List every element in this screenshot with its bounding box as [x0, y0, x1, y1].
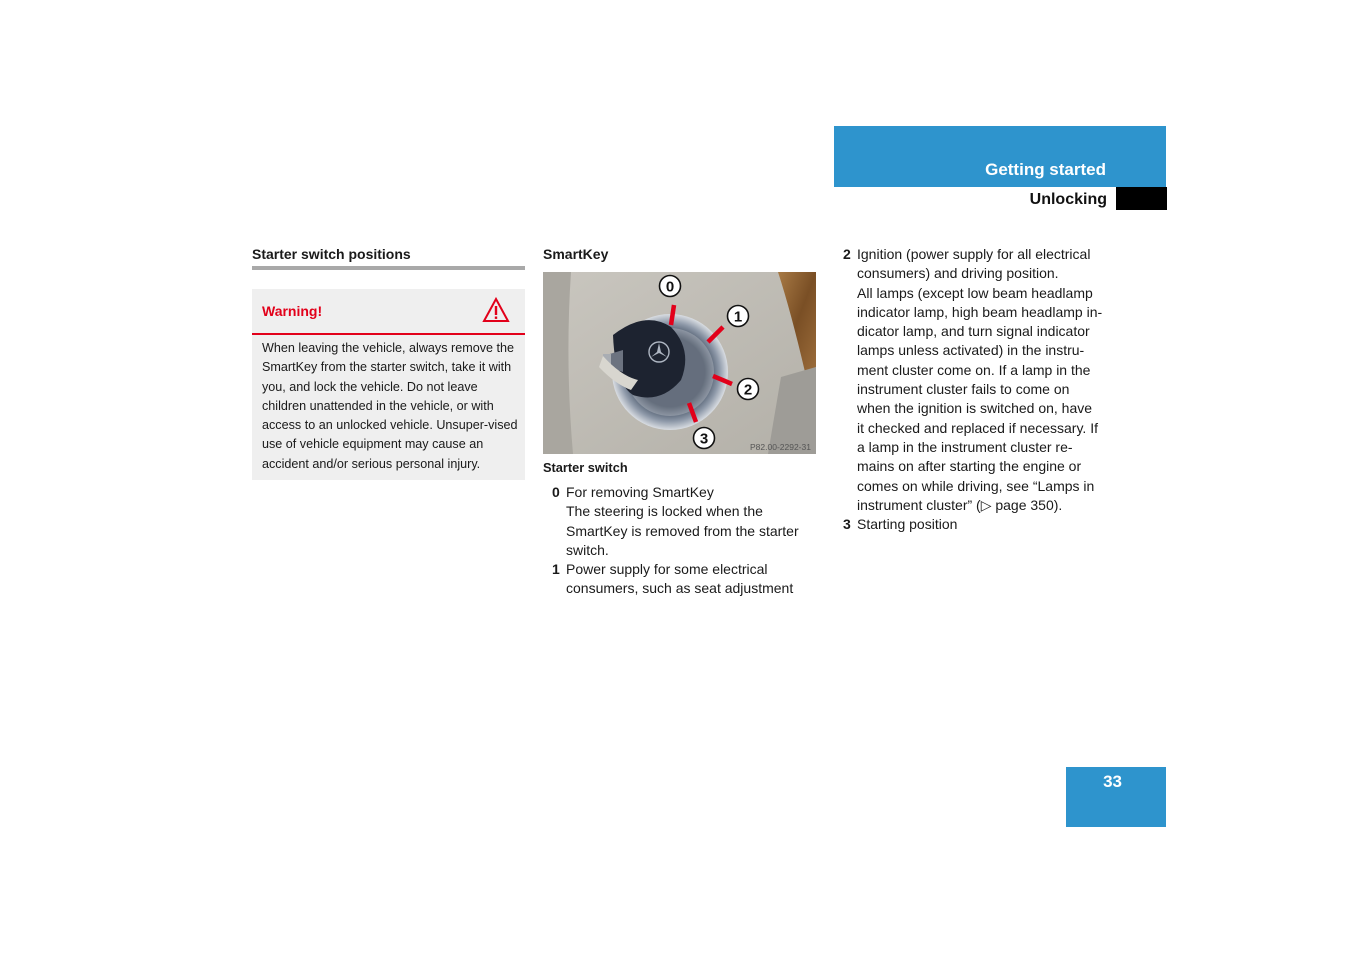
item-text-line: instrument cluster fails to come on: [857, 381, 1070, 398]
item-text-line: a lamp in the instrument cluster re-: [857, 438, 1073, 455]
figure-code: P82.00-2292-31: [750, 442, 811, 452]
callout-2: 2: [743, 381, 753, 399]
item-text-line: switch.: [566, 541, 609, 558]
item-text-line: it checked and replaced if necessary. If: [857, 419, 1098, 436]
list-item: [834, 515, 1119, 534]
list-item: [834, 245, 1119, 515]
list-item: [543, 560, 823, 599]
item-text-line: ment cluster come on. If a lamp in the: [857, 361, 1091, 378]
item-text-line: mains on after starting the engine or: [857, 458, 1082, 475]
item-text-line: consumers) and driving position.: [857, 265, 1059, 282]
starter-switch-photo: [543, 272, 816, 454]
item-text-line: SmartKey is removed from the starter: [566, 522, 799, 539]
section-title: Getting started: [985, 160, 1106, 179]
item-text-line: All lamps (except low beam headlamp: [857, 284, 1093, 301]
item-text-line: comes on while driving, see “Lamps in: [857, 477, 1095, 494]
position-list-middle: [543, 483, 823, 599]
item-text-line: lamps unless activated) in the instru-: [857, 342, 1085, 359]
header-marker: [1116, 187, 1167, 210]
callout-3: 3: [699, 430, 709, 448]
item-text-line: dicator lamp, and turn signal indicator: [857, 323, 1090, 340]
item-number: 0: [552, 484, 560, 500]
item-text-line: The steering is locked when the: [566, 503, 763, 520]
item-number: 2: [843, 246, 851, 262]
item-text-line: instrument cluster” (▷ page 350).: [857, 496, 1063, 513]
page-number: 33: [1103, 772, 1122, 791]
item-text-line: Starting position: [857, 516, 958, 533]
warning-rule: [252, 333, 525, 335]
item-text-line: Power supply for some electrical: [566, 561, 768, 578]
position-list-right: [834, 245, 1119, 534]
column-heading-starter-switch-positions: Starter switch positions: [252, 246, 411, 262]
column-heading-smartkey: SmartKey: [543, 246, 609, 262]
item-number: 3: [843, 516, 851, 533]
item-number: 1: [552, 561, 560, 578]
warning-text: When leaving the vehicle, always remove the SmartKey from the starter switch, take it with you, and lock the vehicle. Do not leave children unattended in the vehicle, or with access to an unlocked vehicle. Unsuper-vised use of vehicle equipment may cause an accident and/or serious personal injury.: [262, 341, 518, 471]
item-text-line: consumers, such as seat adjustment: [566, 580, 794, 597]
list-item: [543, 483, 823, 560]
item-text-line: when the ignition is switched on, have: [857, 400, 1093, 417]
heading-rule: [252, 266, 525, 270]
item-text-line: Ignition (power supply for all electrical: [857, 246, 1091, 262]
warning-triangle-icon: [482, 297, 510, 323]
callout-0: 0: [665, 278, 675, 296]
item-text-line: indicator lamp, high beam headlamp in-: [857, 303, 1103, 320]
subsection-title: Unlocking: [1029, 191, 1107, 208]
warning-label: Warning!: [262, 303, 323, 319]
item-text-line: For removing SmartKey: [566, 484, 714, 500]
figure-caption: Starter switch: [543, 460, 628, 475]
callout-1: 1: [733, 308, 743, 326]
